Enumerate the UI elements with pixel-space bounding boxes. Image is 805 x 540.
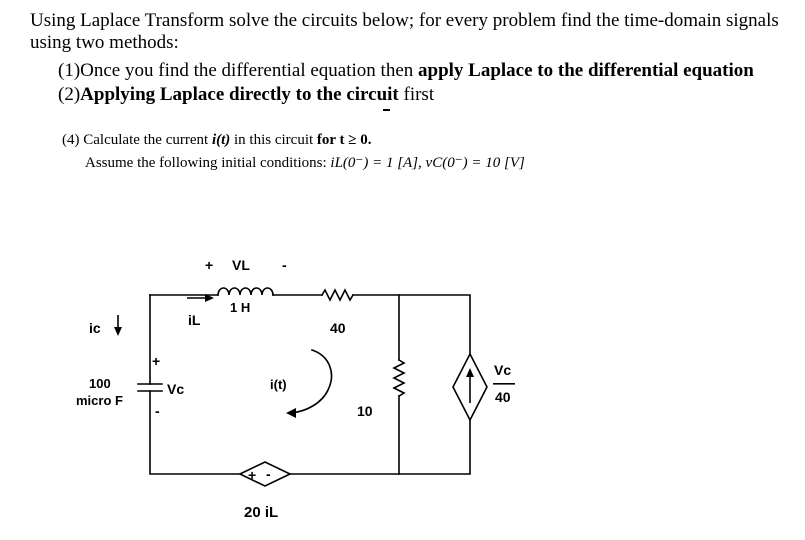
method-1-number: (1): [58, 60, 81, 81]
inductor: [218, 288, 273, 295]
r2-value: 10: [357, 403, 373, 419]
cap-minus: -: [155, 403, 160, 419]
problem-variable: i(t): [211, 132, 231, 148]
inductor-value: 1 H: [230, 300, 251, 315]
problem-text-a: Calculate the current: [79, 132, 212, 148]
vs-value: 20 iL: [244, 504, 279, 521]
ic-arrowhead: [114, 327, 122, 336]
vl-minus: -: [282, 257, 287, 273]
cap-value-line1: 100: [89, 376, 111, 391]
mesh-arrowhead: [286, 408, 296, 418]
resistor-10: [394, 360, 404, 396]
mesh-current-label: i(t): [270, 377, 287, 392]
wire-left-lower: [150, 391, 240, 474]
problem-condition: for t ≥ 0.: [316, 132, 372, 148]
method-2-text: first: [398, 84, 435, 105]
cap-value-line2: micro F: [76, 393, 123, 408]
resistor-40: [322, 290, 353, 300]
wire-top-right: [353, 295, 470, 354]
vs-plus: +: [248, 467, 257, 483]
il-label: iL: [188, 312, 201, 328]
ic-label: ic: [89, 320, 101, 336]
cs-numerator: Vc: [494, 362, 512, 378]
wire-bottom-right: [290, 420, 470, 474]
cs-denominator: 40: [495, 389, 511, 405]
mesh-current-arrow: [290, 350, 331, 413]
method-2-number: (2): [58, 84, 81, 105]
problem-text-b: in this circuit: [230, 132, 317, 148]
method-2-bold: Applying Laplace directly to the circuit: [80, 84, 399, 105]
cs-arrowhead: [466, 368, 474, 377]
vl-plus: +: [205, 257, 214, 273]
vs-minus: -: [266, 466, 271, 482]
cap-voltage: Vc: [167, 381, 185, 397]
vl-label: VL: [232, 257, 250, 273]
assume-text: Assume the following initial conditions:: [85, 155, 331, 171]
cs-fraction-bar: [493, 383, 515, 385]
method-1-text: Once you find the differential equation then: [80, 60, 418, 81]
method-1-bold: apply Laplace to the differential equation: [418, 60, 754, 81]
problem-number: (4): [62, 132, 80, 148]
intro-text: Using Laplace Transform solve the circuits below; for every problem find the time-domain signals using two methods:: [30, 10, 779, 53]
cap-plus: +: [152, 353, 161, 369]
initial-conditions-expr: iL(0⁻) = 1 [A], vC(0⁻) = 10 [V]: [330, 155, 525, 171]
r1-value: 40: [330, 320, 346, 336]
